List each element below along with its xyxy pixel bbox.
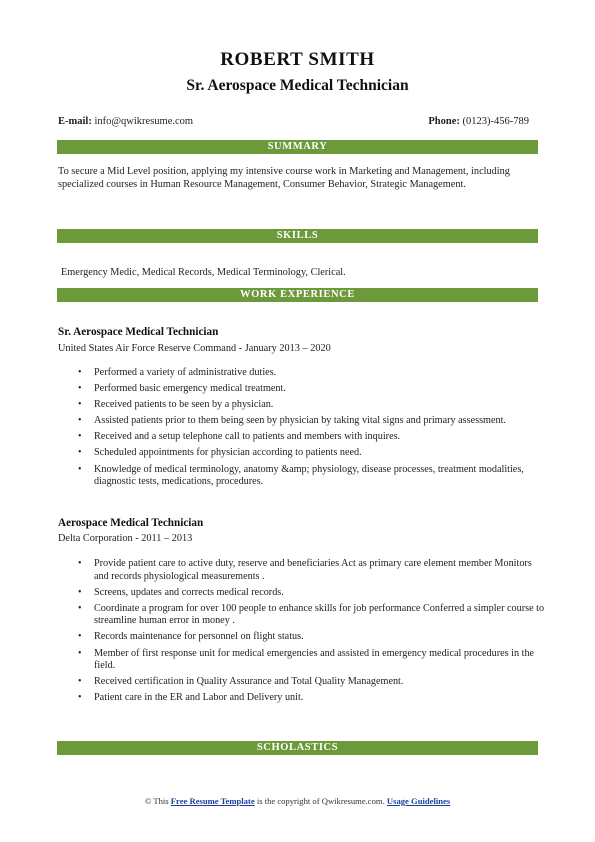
email-label: E-mail: <box>58 116 92 127</box>
duty-list <box>78 558 546 708</box>
duty-item: • Received certification in Quality Assurance and Total Quality Management. <box>78 676 546 689</box>
phone-value: (0123)-456-789 <box>462 116 529 127</box>
job-company: Delta Corporation - 2011 – 2013 <box>58 533 193 544</box>
duty-item: • Assisted patients prior to them being seen by physician by taking vital signs and primary assessment. <box>78 415 546 428</box>
duty-item: • Coordinate a program for over 100 people to enhance skills for job performance Conferred a simpler course to streamline human error in money . <box>78 603 546 628</box>
job-company: United States Air Force Reserve Command - January 2013 – 2020 <box>58 343 331 354</box>
free-resume-template-link[interactable]: Free Resume Template <box>170 796 255 806</box>
duty-item: • Received patients to be seen by a physician. <box>78 399 546 412</box>
duty-item: • Received and a setup telephone call to patients and members with inquires. <box>78 431 546 444</box>
usage-guidelines-link[interactable]: Usage Guidelines <box>386 796 451 806</box>
copyright-footer <box>0 796 595 806</box>
phone-line <box>428 116 529 127</box>
summary-heading: SUMMARY <box>57 140 538 154</box>
duty-item: • Knowledge of medical terminology, anatomy &amp; physiology, disease processes, treatment modalities, diagnostic tests, medications, procedures. <box>78 464 546 489</box>
duty-item: • Records maintenance for personnel on flight status. <box>78 631 546 644</box>
email-line <box>58 116 193 127</box>
duty-item: • Patient care in the ER and Labor and Delivery unit. <box>78 692 546 705</box>
duty-item: • Performed basic emergency medical treatment. <box>78 383 546 396</box>
duty-item: • Performed a variety of administrative duties. <box>78 367 546 380</box>
work-experience-heading: WORK EXPERIENCE <box>57 288 538 302</box>
summary-text: To secure a Mid Level position, applying my intensive course work in Marketing and Management, including specialized courses in Human Resource Management, Consumer Behavior, Strategic Management. <box>58 166 510 190</box>
email-value: info@qwikresume.com <box>94 116 194 127</box>
phone-label: Phone: <box>428 116 460 127</box>
footer-copyright-text: is the copyright of Qwikresume.com. <box>256 796 385 806</box>
footer-prefix: © This <box>144 796 169 806</box>
duty-item: • Scheduled appointments for physician according to patients need. <box>78 447 546 460</box>
scholastics-heading: SCHOLASTICS <box>57 741 538 755</box>
duty-item: • Provide patient care to active duty, reserve and beneficiaries Act as primary care element member Monitors and records physiological measurements . <box>78 558 546 583</box>
skills-text: Emergency Medic, Medical Records, Medical Terminology, Clerical. <box>61 267 346 278</box>
candidate-title: Sr. Aerospace Medical Technician <box>186 77 409 94</box>
job-role: Aerospace Medical Technician <box>58 517 204 529</box>
job-role: Sr. Aerospace Medical Technician <box>58 326 219 338</box>
duty-item: • Screens, updates and corrects medical records. <box>78 587 546 600</box>
duty-list <box>78 367 546 492</box>
duty-item: • Member of first response unit for medical emergencies and assisted in emergency medical procedures in the field. <box>78 648 546 673</box>
skills-heading: SKILLS <box>57 229 538 243</box>
candidate-name: ROBERT SMITH <box>220 49 375 70</box>
